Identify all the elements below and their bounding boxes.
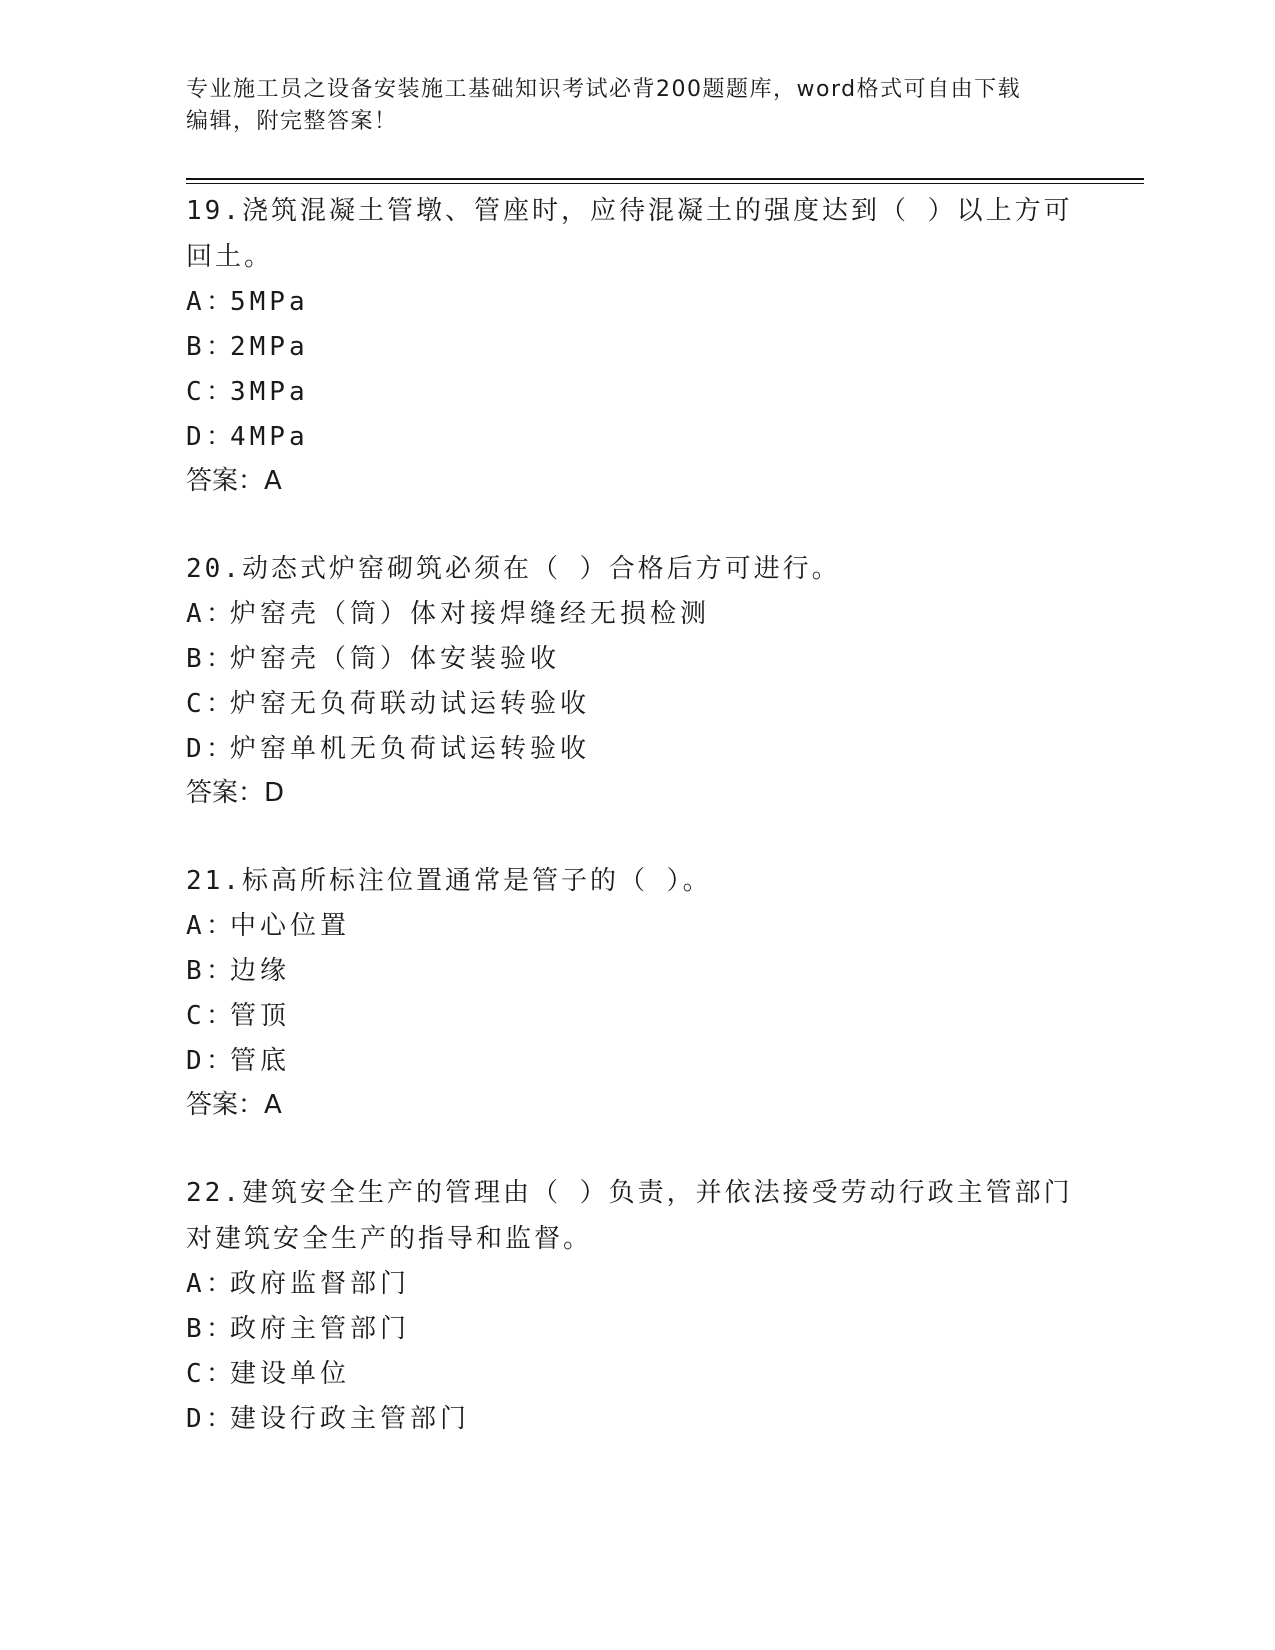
option-letter: C xyxy=(186,377,203,407)
option-value: 管顶 xyxy=(230,1001,291,1031)
answer: 答案：D xyxy=(186,778,285,808)
option-value: 2MPa xyxy=(230,332,309,362)
option-separator: ： xyxy=(206,287,234,317)
option-separator: ： xyxy=(206,422,234,452)
question-text xyxy=(186,188,1086,280)
option-value: 建设行政主管部门 xyxy=(230,1404,471,1434)
option-separator: ： xyxy=(206,1046,234,1076)
question-text-line-1: 20.动态式炉窑砌筑必须在（ ）合格后方可进行。 xyxy=(186,554,841,584)
answer: 答案：A xyxy=(186,466,282,496)
answer: 答案：A xyxy=(186,1090,282,1120)
option-separator: ： xyxy=(206,734,234,764)
option-d xyxy=(186,1039,1086,1084)
question-text-line-1: 22.建筑安全生产的管理由（ ）负责，并依法接受劳动行政主管部门 xyxy=(186,1178,1073,1208)
option-value: 5MPa xyxy=(230,287,309,317)
option-value: 管底 xyxy=(230,1046,291,1076)
question-21 xyxy=(186,858,1086,1126)
question-text xyxy=(186,1170,1086,1262)
header-rule-thick xyxy=(186,178,1144,180)
option-value: 炉窑单机无负荷试运转验收 xyxy=(230,734,591,764)
option-d xyxy=(186,415,1086,460)
option-separator: ： xyxy=(206,1314,234,1344)
question-20 xyxy=(186,546,1086,814)
option-separator: ： xyxy=(206,332,234,362)
option-separator: ： xyxy=(206,599,234,629)
option-a xyxy=(186,280,1086,325)
option-separator: ： xyxy=(206,377,234,407)
question-text-line-2: 对建筑安全生产的指导和监督。 xyxy=(186,1224,593,1254)
option-letter: D xyxy=(186,1404,203,1434)
option-letter: A xyxy=(186,911,203,941)
option-c xyxy=(186,1352,1086,1397)
option-separator: ： xyxy=(206,1001,234,1031)
option-letter: D xyxy=(186,734,203,764)
option-letter: A xyxy=(186,1269,203,1299)
question-list xyxy=(186,188,1086,1486)
option-separator: ： xyxy=(206,1404,234,1434)
option-letter: A xyxy=(186,287,203,317)
option-c xyxy=(186,994,1086,1039)
option-separator: ： xyxy=(206,644,234,674)
header-line-2: 编辑，附完整答案！ xyxy=(186,109,398,134)
option-letter: C xyxy=(186,1359,203,1389)
header-rule-thin xyxy=(186,183,1144,184)
option-separator: ： xyxy=(206,1359,234,1389)
option-letter: D xyxy=(186,1046,203,1076)
question-text-line-2: 回土。 xyxy=(186,242,274,272)
question-22 xyxy=(186,1170,1086,1442)
option-c xyxy=(186,370,1086,415)
option-b xyxy=(186,1307,1086,1352)
option-b xyxy=(186,325,1086,370)
option-value: 炉窑壳（筒）体安装验收 xyxy=(230,644,561,674)
option-letter: C xyxy=(186,1001,203,1031)
option-value: 4MPa xyxy=(230,422,309,452)
option-a xyxy=(186,1262,1086,1307)
question-19 xyxy=(186,188,1086,502)
document-header xyxy=(186,74,1086,138)
option-c xyxy=(186,682,1086,727)
option-a xyxy=(186,904,1086,949)
option-letter: B xyxy=(186,332,203,362)
option-b xyxy=(186,949,1086,994)
header-line-1: 专业施工员之设备安装施工基础知识考试必背200题题库，word格式可自由下载 xyxy=(186,77,1022,102)
option-separator: ： xyxy=(206,956,234,986)
option-value: 中心位置 xyxy=(230,911,351,941)
option-letter: D xyxy=(186,422,203,452)
question-text xyxy=(186,546,1086,592)
option-value: 3MPa xyxy=(230,377,309,407)
option-d xyxy=(186,1397,1086,1442)
option-letter: B xyxy=(186,956,203,986)
option-b xyxy=(186,637,1086,682)
option-value: 政府监督部门 xyxy=(230,1269,411,1299)
option-separator: ： xyxy=(206,911,234,941)
option-letter: B xyxy=(186,644,203,674)
option-value: 炉窑壳（筒）体对接焊缝经无损检测 xyxy=(230,599,711,629)
option-value: 边缘 xyxy=(230,956,291,986)
option-value: 建设单位 xyxy=(230,1359,351,1389)
option-letter: A xyxy=(186,599,203,629)
option-a xyxy=(186,592,1086,637)
question-text-line-1: 21.标高所标注位置通常是管子的（ ）。 xyxy=(186,866,712,896)
option-separator: ： xyxy=(206,689,234,719)
option-letter: C xyxy=(186,689,203,719)
option-d xyxy=(186,727,1086,772)
question-text xyxy=(186,858,1086,904)
option-value: 政府主管部门 xyxy=(230,1314,411,1344)
option-separator: ： xyxy=(206,1269,234,1299)
option-letter: B xyxy=(186,1314,203,1344)
option-value: 炉窑无负荷联动试运转验收 xyxy=(230,689,591,719)
question-text-line-1: 19.浇筑混凝土管墩、管座时，应待混凝土的强度达到（ ）以上方可 xyxy=(186,196,1073,226)
